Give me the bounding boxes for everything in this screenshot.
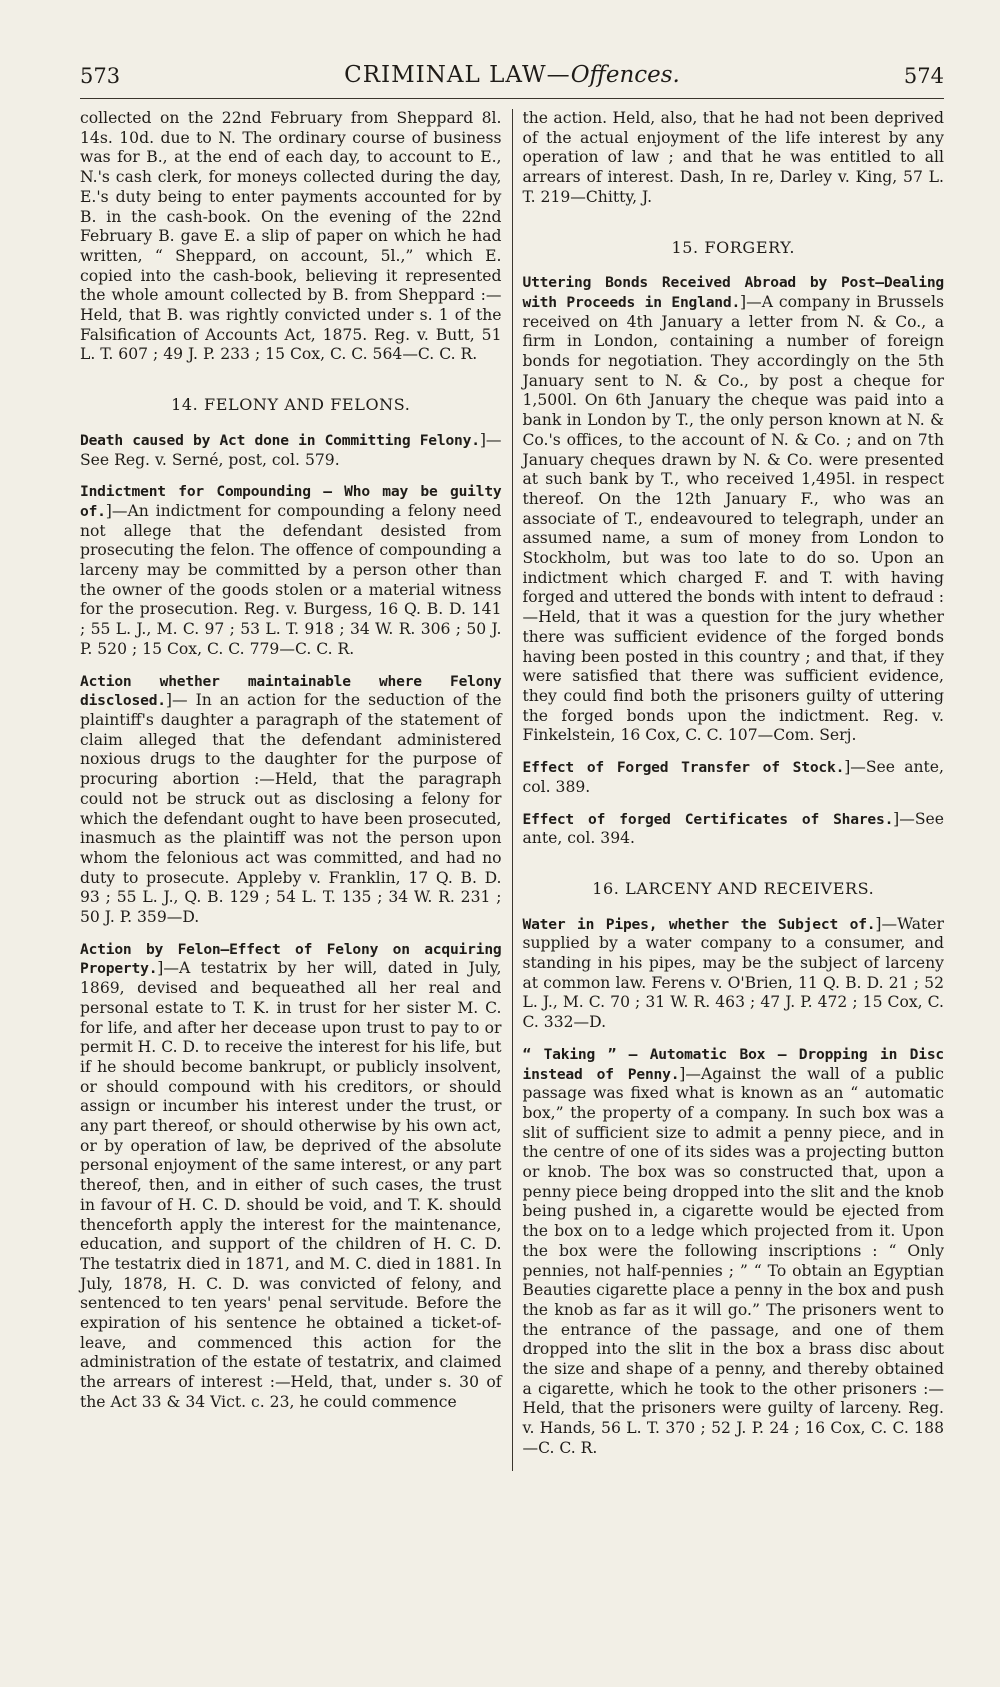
entry [523, 1045, 945, 1459]
entry [523, 915, 945, 1033]
section-heading: 14. FELONY AND FELONS. [171, 395, 411, 415]
entry-text: ]—An indictment for compounding a felony need not allege that the defendant desisted from prosecuting the felon. The offence of compounding a larceny may be committed by a person other than the owner of the goods stolen or a material witness for the prosecution. Reg. v. Burgess, 16 Q. B. D. 141 ; 55 L. J., M. C. 97 ; 53 L. T. 918 ; 34 W. R. 306 ; 50 J. P. 520 ; 15 Cox, C. C. 779—C. C. R. [80, 501, 502, 658]
page-number-right: 574 [903, 64, 944, 88]
paragraph: collected on the 22nd February from Sheppard 8l. 14s. 10d. due to N. The ordinary course of business was for B., at the end of each day, to account to E., N.'s cash clerk, for moneys collected during the day, E.'s duty being to enter payments accounted for by B. in the cash-book. On the evening of the 22nd February B. gave E. a slip of paper on which he had written, “ Sheppard, on account, 5l.,” which E. copied into the cash-book, believing it represented the whole amount collected by B. from Sheppard :—Held, that B. was rightly convicted under s. 1 of the Falsification of Accounts Act, 1875. Reg. v. Butt, 51 L. T. 607 ; 49 J. P. 233 ; 15 Cox, C. C. 564—C. C. R. [80, 109, 502, 364]
entry-heading: Water in Pipes, whether the Subject of. [522, 915, 876, 933]
page-number-left: 573 [80, 64, 121, 88]
section-heading: 16. LARCENY AND RECEIVERS. [592, 878, 875, 898]
entry-text: ]—See ante, col. 394. [522, 809, 944, 848]
entry [523, 810, 945, 849]
entry-heading: Indictment for Compounding — Who may be guilty of. [80, 483, 502, 520]
entry [80, 940, 502, 1413]
entry-heading: Action by Felon—Effect of Felony on acquiring Property. [80, 940, 502, 978]
entry-heading: “ Taking ” — Automatic Box — Dropping in Disc instead of Penny. [522, 1045, 944, 1083]
title-italic: Offences. [570, 62, 680, 88]
entry-text: ]—See ante, col. 389. [522, 758, 944, 796]
entry-heading: Death caused by Act done in Committing Felony. [80, 431, 480, 449]
entry-text: ]—A company in Brussels received on 4th January a letter from N. & Co., a firm in London, containing a number of foreign bonds for negotiation. They accordingly on the 5th January sent to N. & Co., by post a cheque for 1,500l. On 6th January the cheque was paid into a bank in London by T., the only person known at N. & Co.'s offices, to the account of N. & Co. ; and on 7th January cheques drawn by N. & Co. were presented at such bank by T., who received 1,495l. in respect thereof. On the 12th January F., who was an associate of T., endeavoured to telegraph, under an assumed name, a sum of money from London to Stockholm, but was too late to do so. Upon an indictment which charged F. and T. with having forged and uttered the bonds with intent to defraud :—Held, that it was a question for the jury whether there was sufficient evidence of the forged bonds having been posted in this country ; and that, if they were satisfied that there was sufficient evidence, they could find both the prisoners guilty of uttering the forged bonds upon the indictment. Reg. v. Finkelstein, 16 Cox, C. C. 107—Com. Serj. [522, 292, 944, 745]
left-column [80, 109, 512, 1471]
title-main: CRIMINAL LAW— [344, 62, 571, 88]
entry-text: ]—Water supplied by a water company to a consumer, and standing in his pipes, may be the subject of larceny at common law. Ferens v. O'Brien, 11 Q. B. D. 21 ; 52 L. J., M. C. 70 ; 31 W. R. 463 ; 47 J. P. 472 ; 15 Cox, C. C. 332—D. [522, 914, 944, 1032]
text-columns [80, 109, 944, 1471]
entry-heading: Action whether maintainable where Felony disclosed. [80, 672, 502, 710]
entry [523, 273, 945, 746]
section-heading: 15. FORGERY. [671, 237, 796, 257]
paragraph: the action. Held, also, that he had not been deprived of the actual enjoyment of the life interest by any operation of law ; and that he was entitled to all arrears of interest. Dash, In re, Darley v. King, 57 L. T. 219—Chitty, J. [522, 109, 944, 206]
entry-text: ]—Against the wall of a public passage was fixed what is known as an “ automatic box,” the property of a company. In such box was a slit of sufficient size to admit a penny piece, and in the centre of one of its sides was a projecting button or knob. The box was so constructed that, upon a penny piece being dropped into the slit and the knob being pushed in, a cigarette would be ejected from the box on to a ledge which projected from it. Upon the box were the following inscriptions : “ Only pennies, not half-pennies ; ” “ To obtain an Egyptian Beauties cigarette place a penny in the box and push the knob as far as it will go.” The prisoners went to the entrance of the passage, and one of them dropped into the slit in the box a brass disc about the size and shape of a penny, and thereby obtained a cigarette, which he took to the other prisoners :—Held, that the prisoners were guilty of larceny. Reg. v. Hands, 56 L. T. 370 ; 52 J. P. 24 ; 16 Cox, C. C. 188—C. C. R. [522, 1064, 944, 1457]
entry-heading: Effect of forged Certificates of Shares. [522, 810, 894, 828]
entry-heading: Uttering Bonds Received Abroad by Post—Dealing with Proceeds in England. [522, 274, 944, 311]
entry [80, 672, 502, 928]
entry [80, 431, 502, 470]
entry-text: ]— In an action for the seduction of the plaintiff's daughter a paragraph of the statement of claim alleged that the defendant administered noxious drugs to the daughter for the purpose of procuring abortion :—Held, that the paragraph could not be struck out as disclosing a felony for which the defendant ought to have been prosecuted, inasmuch as the plaintiff was not the person upon whom the felonious act was committed, and had no duty to prosecute. Appleby v. Franklin, 17 Q. B. D. 93 ; 55 L. J., Q. B. 129 ; 54 L. T. 135 ; 34 W. R. 231 ; 50 J. P. 359—D. [80, 691, 502, 927]
running-head [80, 58, 944, 99]
entry [523, 758, 945, 797]
entry-text: ]—A testatrix by her will, dated in July, 1869, devised and bequeathed all her real and personal estate to T. K. in trust for her sister M. C. for life, and after her decease upon trust to pay to or permit H. C. D. to receive the interest for his life, but if he should become bankrupt, or publicly insolvent, or should compound with his creditors, or should assign or incumber his interest under the trust, or any part thereof, or should otherwise by his own act, or by operation of law, be deprived of the absolute personal enjoyment of the same interest, or any part thereof, then, and in either of such cases, the trust in favour of H. C. D. should be void, and T. K. should thenceforth apply the interest for the maintenance, education, and support of the children of H. C. D. The testatrix died in 1871, and M. C. died in 1881. In July, 1878, H. C. D. was convicted of felony, and sentenced to ten years' penal servitude. Before the expiration of his sentence he obtained a ticket-of-leave, and commenced this action for the administration of the estate of testatrix, and claimed the arrears of interest :—Held, that, under s. 30 of the Act 33 & 34 Vict. c. 23, he could commence [80, 959, 502, 1411]
page-title [80, 62, 944, 88]
entry-text: ]—See Reg. v. Serné, post, col. 579. [80, 430, 502, 469]
entry [80, 482, 502, 659]
entry-heading: Effect of Forged Transfer of Stock. [522, 759, 845, 777]
right-column [513, 109, 945, 1471]
